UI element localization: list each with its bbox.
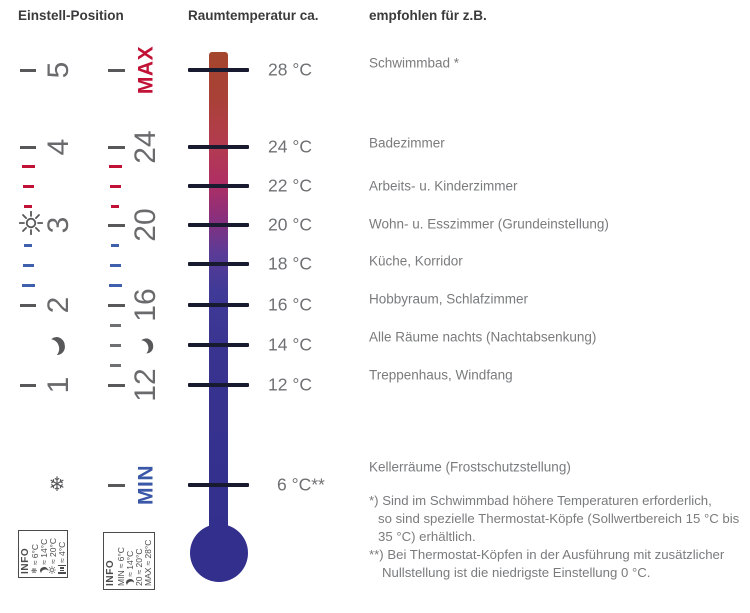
thermometer-tick xyxy=(188,343,249,347)
info-box-1 xyxy=(18,530,68,578)
info-legend-row xyxy=(126,535,135,586)
temperature-label: 22 °C xyxy=(268,175,312,196)
scale1-position-number: 1 xyxy=(42,376,75,394)
info-legend-label: MAX xyxy=(142,567,153,586)
scale1-position-number: 4 xyxy=(42,138,75,156)
info-legend-label: MIN xyxy=(115,570,126,586)
scale1-dash xyxy=(24,244,32,247)
scale1-position-number: 5 xyxy=(42,61,75,79)
scale1-tick xyxy=(20,146,36,149)
snowflake-icon-wrap xyxy=(49,475,66,495)
scale2-dash xyxy=(111,244,119,247)
thermometer-tick xyxy=(188,383,249,387)
info-legend-label: 20 xyxy=(133,576,144,586)
scale1-position-number: 2 xyxy=(42,296,75,314)
recommendation-label: Hobbyraum, Schlafzimmer xyxy=(369,291,529,307)
info-legend-value: ≈ 28°C xyxy=(142,539,153,566)
thermometer-tick xyxy=(188,483,249,487)
scale2-dash xyxy=(110,364,121,367)
temperature-label: 24 °C xyxy=(268,136,312,157)
info-box-title: INFO xyxy=(20,547,31,574)
scale2-dash xyxy=(110,185,121,188)
info-legend-row xyxy=(40,533,49,574)
scale2-label-min: MIN xyxy=(134,465,158,505)
info-legend-value: ≈ 14°C xyxy=(124,550,135,577)
scale1-tick xyxy=(20,384,36,387)
scale2-tick xyxy=(108,69,125,72)
tick-bar xyxy=(60,570,64,572)
footnote-line: 35 °C) erhältlich. xyxy=(378,529,476,544)
info-box-2 xyxy=(103,532,155,590)
recommendation-label: Kellerräume (Frostschutzstellung) xyxy=(369,459,571,475)
scale1-dash xyxy=(24,205,32,208)
temperature-label: 16 °C xyxy=(268,294,312,315)
moon-icon xyxy=(47,336,66,357)
tick-bar xyxy=(58,565,66,567)
thermometer-tick xyxy=(188,223,249,227)
recommendation-label: Schwimmbad * xyxy=(369,55,460,71)
recommendation-label: Badezimmer xyxy=(369,135,445,151)
thermometer-tick xyxy=(188,303,249,307)
thermometer-tick xyxy=(188,262,249,266)
scale1-dash xyxy=(22,284,35,287)
footnote-line: *) Sind im Schwimmbad höhere Temperaturen erforderlich, xyxy=(369,493,712,508)
scale1-dash xyxy=(23,264,34,267)
moon-icon-wrap xyxy=(139,339,153,354)
scale2-dash xyxy=(110,264,121,267)
temperature-label: 14 °C xyxy=(268,334,312,355)
scale2-tick xyxy=(108,484,125,487)
scale2-label-max: MAX xyxy=(134,45,158,95)
footnotes xyxy=(369,492,739,582)
thermometer-tick xyxy=(188,145,249,149)
info-legend-value: ≈ 14°C xyxy=(38,538,49,565)
recommendation-label: Alle Räume nachts (Nachtabsenkung) xyxy=(369,329,597,345)
info-legend-value: ≈ 6°C xyxy=(115,547,126,569)
scale2-dash xyxy=(110,344,121,347)
scale1-position-number: 3 xyxy=(42,216,75,234)
scale2-tick xyxy=(108,224,125,227)
info-legend-value: ≈ 20°C xyxy=(47,537,58,564)
temperature-label: 28 °C xyxy=(268,59,312,80)
scale2-dash xyxy=(109,284,122,287)
info-legend-value: ≈ 20°C xyxy=(133,548,144,575)
info-legend-row xyxy=(117,535,126,586)
recommendation-label: Arbeits- u. Kinderzimmer xyxy=(369,178,518,194)
thermometer-bulb xyxy=(190,524,248,582)
thermometer-tick xyxy=(188,184,249,188)
scale2-label-12: 12 xyxy=(129,368,162,402)
scale1-dash xyxy=(23,185,34,188)
column-header-raumtemperatur: Raumtemperatur ca. xyxy=(188,8,319,23)
temperature-label: 12 °C xyxy=(268,374,312,395)
scale1-tick xyxy=(20,69,36,72)
scale1-dash xyxy=(22,165,35,168)
footnote-line: **) Bei Thermostat-Köpfen in der Ausführung mit zusätzlicher xyxy=(369,547,725,562)
recommendation-label: Küche, Korridor xyxy=(369,253,463,269)
scale2-label-20: 20 xyxy=(129,208,162,242)
info-legend-row xyxy=(58,533,67,574)
column-header-empfohlen: empfohlen für z.B. xyxy=(369,8,487,23)
temperature-label: 20 °C xyxy=(268,214,312,235)
thermometer-tick xyxy=(188,68,249,72)
scale2-tick xyxy=(108,384,125,387)
info-box-content xyxy=(104,533,153,588)
scale-ticks-icon xyxy=(58,565,66,574)
recommendation-label: Treppenhaus, Windfang xyxy=(369,367,513,383)
tick-bar xyxy=(58,573,66,575)
scale2-dash xyxy=(111,205,119,208)
footnote-line: Nullstellung ist die niedrigste Einstellung 0 °C. xyxy=(382,565,651,580)
scale1-tick xyxy=(20,304,36,307)
tick-bar xyxy=(60,568,64,570)
recommendation-label: Wohn- u. Esszimmer (Grundeinstellung) xyxy=(369,216,609,232)
sun-icon xyxy=(48,566,58,574)
info-legend-value: ≈ 4°C xyxy=(56,541,67,563)
moon-icon xyxy=(39,566,48,574)
info-box-content xyxy=(19,531,66,576)
temperature-label: 18 °C xyxy=(268,253,312,274)
info-legend-value: ≈ 6°C xyxy=(30,544,40,566)
snowflake-icon: ❄ xyxy=(30,567,40,574)
column-header-einstell-position: Einstell-Position xyxy=(18,8,124,23)
scale2-dash xyxy=(110,324,121,327)
footnote-line: so sind spezielle Thermostat-Köpfe (Sollwertbereich 15 °C bis xyxy=(378,511,740,526)
scale2-tick xyxy=(108,146,125,149)
scale2-label-24: 24 xyxy=(129,130,162,164)
moon-icon-wrap xyxy=(49,337,65,355)
sun-icon-wrap xyxy=(19,211,43,239)
info-legend-row xyxy=(135,535,144,586)
temperature-label: 6 °C** xyxy=(277,474,325,495)
sun-icon xyxy=(19,211,43,239)
info-legend-row xyxy=(144,535,153,586)
scale2-label-16: 16 xyxy=(129,288,162,322)
scale2-dash xyxy=(109,165,122,168)
moon-icon xyxy=(125,578,134,586)
thermometer-stem xyxy=(209,52,228,532)
snowflake-icon: ❄ xyxy=(48,474,66,496)
scale2-tick xyxy=(108,304,125,307)
info-box-title: INFO xyxy=(105,559,116,586)
moon-icon xyxy=(138,337,154,354)
